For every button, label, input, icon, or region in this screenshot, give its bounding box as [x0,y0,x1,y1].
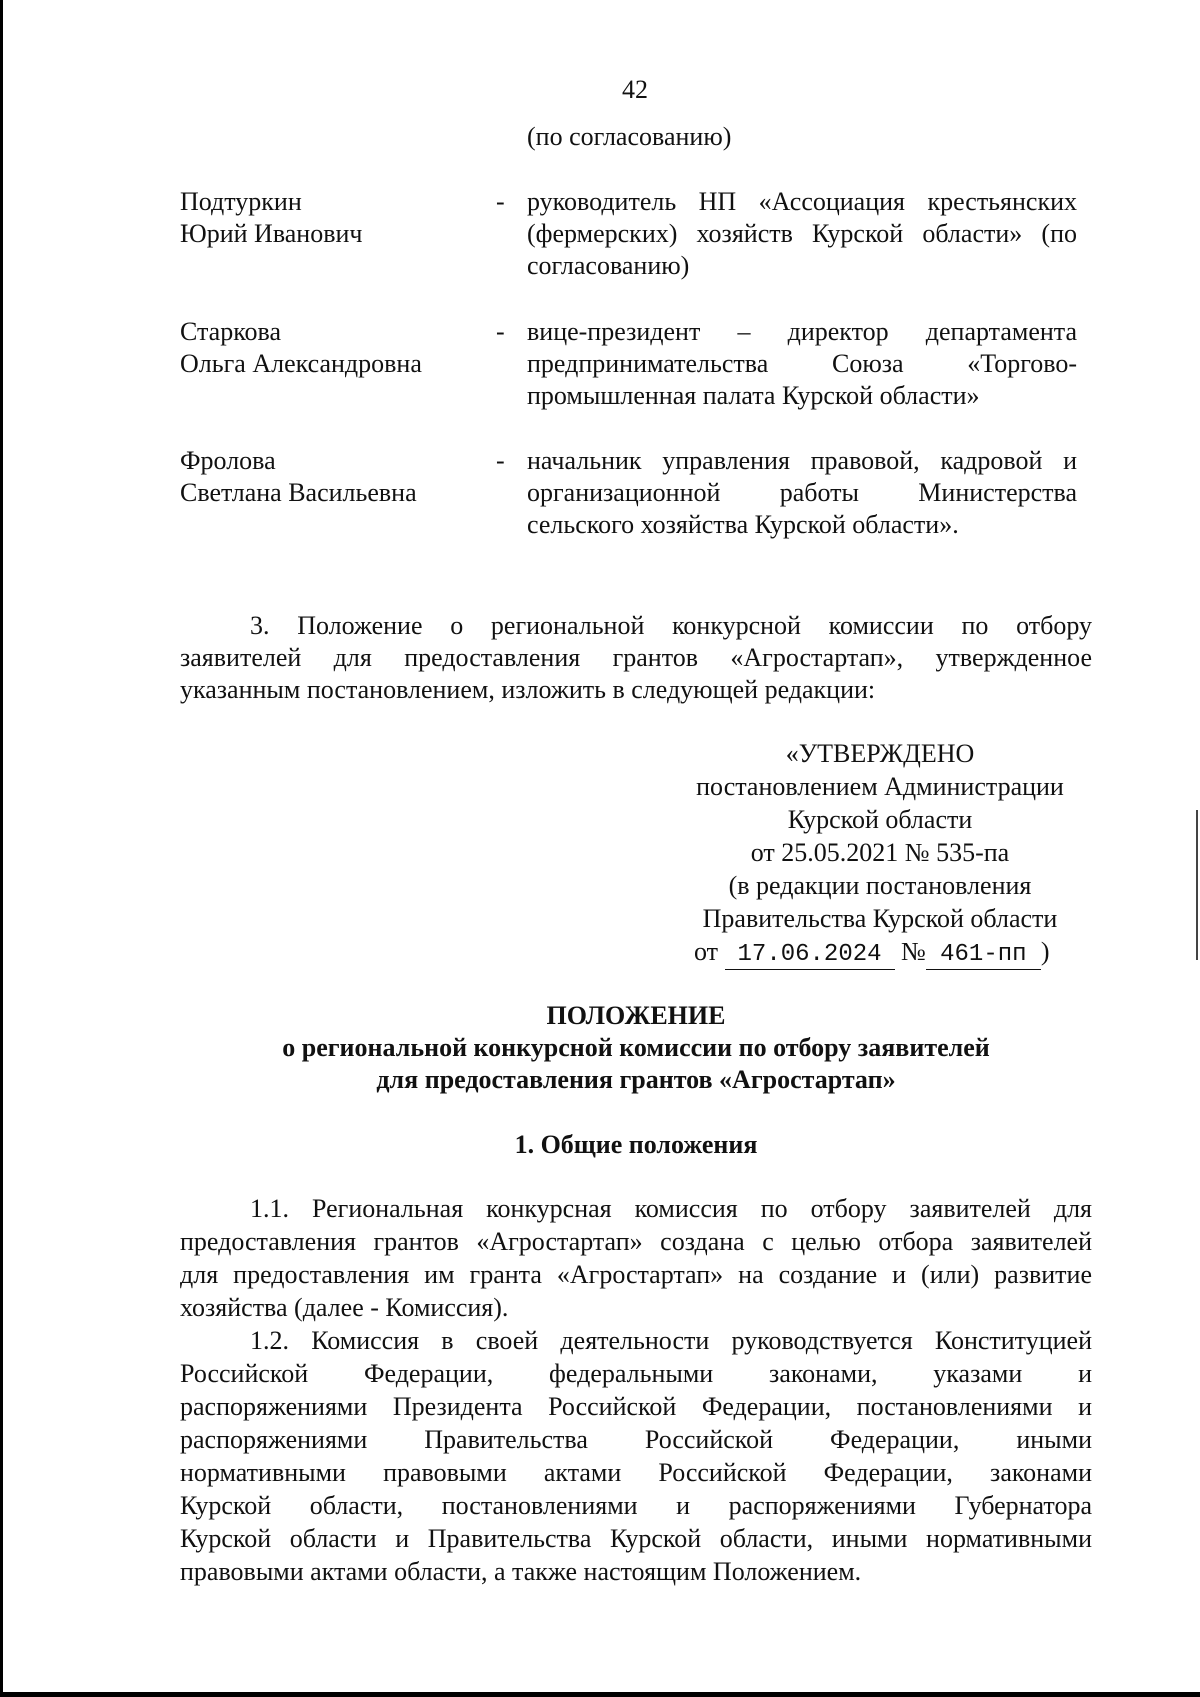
member-given-names: Ольга Александровна [180,349,422,378]
member-surname: Подтуркин [180,187,302,216]
approval-date-value: 17.06.2024 [725,941,895,970]
member-surname: Фролова [180,446,276,475]
paragraph-line: нормативными правовыми актами Российской Федерации, законами [180,1458,1092,1487]
scan-edge-left [0,0,3,1697]
approval-line: Курской области [787,805,973,834]
member-given-names: Юрий Иванович [180,219,363,248]
paragraph-line: правовыми актами области, а также настоящим Положением. [180,1557,862,1586]
approval-number-value: 461-пп [926,941,1041,970]
approval-line: (в редакции постановления [728,871,1032,900]
paragraph-line: распоряжениями Президента Российской Федерации, постановлениями и [180,1392,1092,1421]
approval-line: Правительства Курской области [702,904,1058,933]
approval-number-sign: № [901,937,926,966]
approval-date-prefix: от [694,937,719,966]
paragraph-line: Курской области и Правительства Курской области, иными нормативными [180,1524,1092,1553]
member-role-line: руководитель НП «Ассоциация крестьянских [527,187,1077,216]
member-role-line: организационной работы Министерства [527,478,1077,507]
member-dash: - [496,317,505,346]
paragraph-line: 1.2. Комиссия в своей деятельности руководствуется Конституцией [250,1326,1092,1355]
paragraph-line: 1.1. Региональная конкурсная комиссия по отбору заявителей для [250,1194,1092,1223]
item3-line: указанным постановлением, изложить в следующей редакции: [180,675,876,704]
document-subtitle: о региональной конкурсной комиссии по отбору заявителей [282,1033,990,1062]
approval-date-line [694,936,1050,970]
document-title: ПОЛОЖЕНИЕ [546,1001,726,1030]
page-number: 42 [622,75,648,104]
section-heading: 1. Общие положения [514,1130,758,1159]
paragraph-line: для предоставления им гранта «Агростартап» на создание и (или) развитие [180,1260,1092,1289]
paragraph-line: хозяйства (далее - Комиссия). [180,1293,509,1322]
approval-line: постановлением Администрации [696,772,1064,801]
member-role-line: сельского хозяйства Курской области». [527,510,959,539]
member-dash: - [496,446,505,475]
scan-edge-bottom [0,1692,1200,1697]
approval-line: «УТВЕРЖДЕНО [785,739,975,768]
member-role-line: вице-президент – директор департамента [527,317,1077,346]
intro-note: (по согласованию) [527,122,732,151]
document-subtitle: для предоставления грантов «Агростартап» [376,1065,896,1094]
approval-close-paren: ) [1040,937,1050,966]
member-role-line: согласованию) [527,251,690,280]
item3-line: заявителей для предоставления грантов «Агростартап», утвержденное [180,643,1092,672]
member-dash: - [496,187,505,216]
paragraph-line: распоряжениями Правительства Российской Федерации, иными [180,1425,1092,1454]
paragraph-line: предоставления грантов «Агростартап» создана с целью отбора заявителей [180,1227,1092,1256]
member-role-line: промышленная палата Курской области» [527,381,980,410]
paragraph-line: Российской Федерации, федеральными законами, указами и [180,1359,1092,1388]
member-role-line: предпринимательства Союза «Торгово- [527,349,1077,378]
member-role-line: начальник управления правовой, кадровой и [527,446,1077,475]
member-given-names: Светлана Васильевна [180,478,417,507]
scan-edge-right-mark [1196,810,1198,960]
member-role-line: (фермерских) хозяйств Курской области» (по [527,219,1077,248]
paragraph-line: Курской области, постановлениями и распоряжениями Губернатора [180,1491,1092,1520]
member-surname: Старкова [180,317,282,346]
approval-line: от 25.05.2021 № 535-па [750,838,1010,867]
item3-line: 3. Положение о региональной конкурсной комиссии по отбору [250,611,1092,640]
